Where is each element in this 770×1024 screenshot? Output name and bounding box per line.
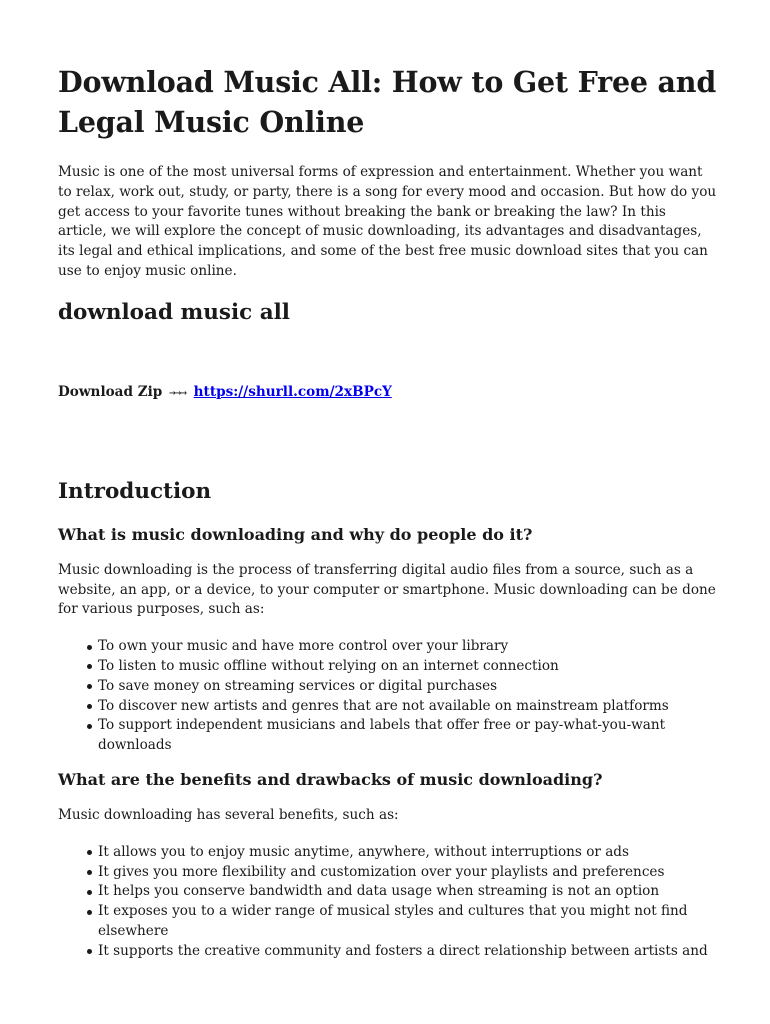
list-item: To support independent musicians and labels that offer free or pay-what-you-want downloads — [98, 716, 718, 756]
list-item: It exposes you to a wider range of musical styles and cultures that you might not find elsewhere — [98, 902, 718, 942]
document-page — [58, 62, 718, 975]
list-item: It allows you to enjoy music anytime, anywhere, without interruptions or ads — [98, 843, 718, 863]
list-item: To own your music and have more control over your library — [98, 637, 718, 657]
list-item: To discover new artists and genres that are not available on mainstream platforms — [98, 697, 718, 717]
list-item: It helps you conserve bandwidth and data usage when streaming is not an option — [98, 882, 718, 902]
download-label: Download Zip — [58, 383, 163, 400]
section-heading-what-is: What is music downloading and why do people do it? — [58, 524, 533, 544]
purposes-list — [58, 637, 718, 756]
section-heading-benefits: What are the benefits and drawbacks of music downloading? — [58, 769, 603, 789]
list-item: To save money on streaming services or digital purchases — [98, 677, 718, 697]
section-paragraph-benefits: Music downloading has several benefits, such as: — [58, 806, 399, 823]
article-title: Download Music All: How to Get Free and Legal Music Online — [58, 65, 717, 139]
list-item: It gives you more flexibility and customization over your playlists and preferences — [98, 863, 718, 883]
arrow-icon: →→→ — [169, 385, 186, 399]
keyword-heading: download music all — [58, 299, 290, 325]
list-item: To listen to music offline without relying on an internet connection — [98, 657, 718, 677]
benefits-list — [58, 843, 718, 962]
download-line — [58, 383, 718, 402]
intro-paragraph: Music is one of the most universal forms of expression and entertainment. Whether you want to relax, work out, study, or party, there is a song for every mood and occasion. But how do you get access to your favorite tunes without breaking the bank or breaking the law? In this article, we will explore the concept of music downloading, its advantages and disadvantages, its legal and ethical implications, and some of the best free music download sites that you can use to enjoy music online. — [58, 164, 717, 279]
introduction-heading: Introduction — [58, 478, 212, 504]
list-item: It supports the creative community and fosters a direct relationship between artists and — [98, 942, 718, 962]
download-link[interactable]: https://shurll.com/2xBPcY — [193, 383, 392, 400]
section-paragraph-what-is: Music downloading is the process of transferring digital audio files from a source, such as a website, an app, or a device, to your computer or smartphone. Music downloading can be done for various purposes, such as: — [58, 561, 716, 618]
